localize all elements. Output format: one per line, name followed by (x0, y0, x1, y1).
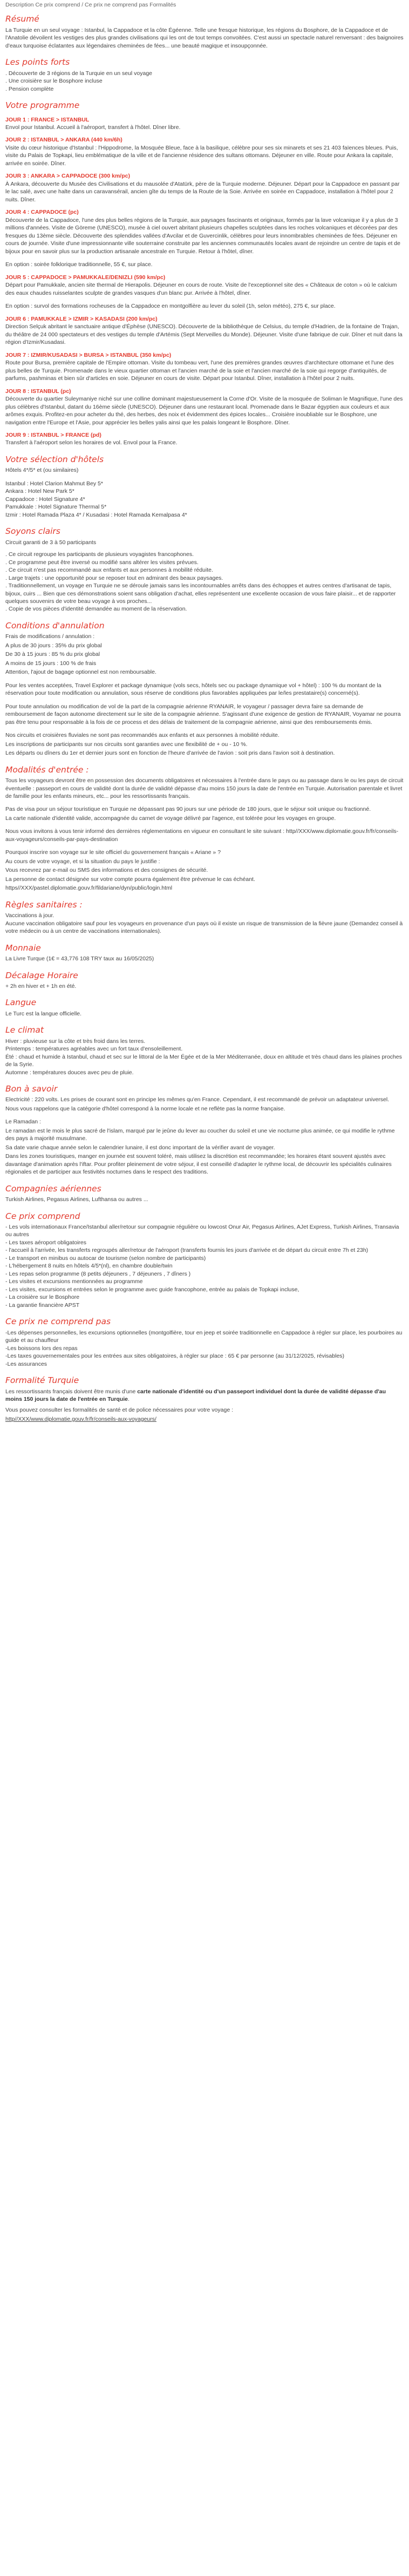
ne-comprend-item: -Les boissons lors des repas (5, 1345, 78, 1352)
section-title-resume: Résumé (5, 14, 39, 24)
section-title-formalites: Modalités d'entrée : (5, 764, 89, 775)
spacer (5, 677, 404, 682)
conditions-line: Frais de modifications / annulation : (5, 633, 95, 640)
section-title-programme: Votre programme (5, 100, 80, 111)
day-title: JOUR 8 : ISTANBUL (pc) (5, 388, 71, 395)
formalites-blocks (5, 777, 404, 892)
comprend-item: - Les visites, excursions et entrées selon le programme avec guide francophone, entrée au palais de Topkapi incluse, (5, 1286, 299, 1293)
formalites-line: Nous vous invitons à vous tenir informé des dernières réglementations en vigueur en consultant le site suivant : http//XXX/www.diplomatie.gouv.fr/fr/conseils-aux-voyageurs/conseils-par-pays-destination (5, 828, 399, 843)
section-title-comprend: Ce prix comprend (5, 1211, 80, 1221)
section-title-formalite-turquie: Formalité Turquie (5, 1375, 79, 1386)
spacer (5, 256, 404, 261)
climat-line: Été : chaud et humide à Istanbul, chaud et sec sur le littoral de la Mer Égée et de la Mer Méditerranée, doux en altitude et très chaud dans les plaines proches de la Syrie. (5, 1053, 402, 1068)
formalites-line: Tous les voyageurs devront être en possession des documents obligatoires et nécessaires à l'entrée dans le pays ou au passage dans le ou les pays de circuit éventuelle : passeport en cours de validité dont la durée de validité dépasse d'au moins 150 jours la date de l'entrée en Turquie. Autorisation parentale et livret de famille pour les enfants mineurs, etc... pour les ressortissants français. (5, 777, 404, 799)
spacer (5, 801, 404, 805)
bon-savoir-line: Sa date varie chaque année selon le calendrier lunaire, il est donc important de la vérifier avant de voyager. (5, 1144, 275, 1151)
comprend-item: - L'hébergement 8 nuits en hôtels 4/5*(nl), en chambre double/twin (5, 1263, 173, 1270)
section-title-conditions: Conditions d'annulation (5, 620, 105, 631)
soyons-clairs-list (5, 539, 404, 613)
soyons-clairs-line: . Ce programme peut être inversé ou modifié sans altérer les visites prévues. (5, 559, 199, 566)
bon-savoir-blocks (5, 1096, 404, 1176)
section-title-bon-savoir: Bon à savoir (5, 1084, 58, 1094)
formalite-turquie-text (5, 1388, 404, 1404)
day-title: JOUR 5 : CAPPADOCE > PAMUKKALE/DENIZLI (590 km/pc) (5, 274, 166, 281)
conditions-line: Pour toute annulation ou modification de vol de la part de la compagnie aérienne RYANAIR, le voyageur / passager devra faire sa demande de remboursement de façon autonome directement sur le site de la compagnie aérienne. S'agissant d'une exigence de gestion de RYANAIR, Voyamar ne pourra pas être tenu pour responsable à la fois de ce process et des délais de traitement de la compagnie aérienne, ainsi que des remboursements émis. (5, 703, 401, 726)
day-title: JOUR 6 : PAMUKKALE > IZMIR > KASADASI (200 km/pc) (5, 315, 158, 322)
conditions-line: Attention, l'ajout de bagage optionnel est non remboursable. (5, 669, 156, 676)
spacer (5, 1114, 404, 1118)
conditions-line: Les inscriptions de participants sur nos circuits sont garanties avec une flexibilité de + ou - 10 %. (5, 741, 248, 748)
day-title: JOUR 2 : ISTANBUL > ANKARA (440 km/6h) (5, 137, 122, 144)
diplomatie-link[interactable]: http//XXX/www.diplomatie.gouv.fr/fr/conseils-aux-voyageurs/ (5, 1415, 156, 1422)
bon-savoir-line: Le Ramadan : (5, 1118, 41, 1126)
bon-savoir-line: Nous vous rappelons que la catégorie d'hôtel correspond à la norme locale et ne reflète pas la norme française. (5, 1105, 285, 1112)
day-paragraph: À Ankara, découverte du Musée des Civilisations et du mausolée d'Atatürk, père de la Turquie moderne. Déjeuner. Départ pour la Cappadoce en passant par le lac salé, avec une halte dans un caravansérail, ancien gîte du temps de la Route de la Soie. Arrivée en soirée en Cappadoce, installation à l'hôtel pour 2 nuits. Dîner. (5, 180, 400, 203)
section-title-compagnies: Compagnies aériennes (5, 1183, 101, 1194)
section-title-monnaie: Monnaie (5, 943, 41, 953)
comprend-item: - La croisière sur le Bosphore (5, 1294, 80, 1301)
spacer (5, 546, 404, 551)
monnaie-text: La Livre Turque (1€ = 43,776 108 TRY taux au 16/05/2025) (5, 955, 154, 962)
section-title-langue: Langue (5, 998, 37, 1008)
day-paragraph: En option : soirée folklorique traditionnelle, 55 €, sur place. (5, 261, 153, 268)
hotel-item: Cappadoce : Hotel Signature 4* (5, 496, 85, 503)
conditions-line: Les départs ou dîners du 1er et dernier jours sont en fonction de l'heure d'arrivée de l'avion : soit pris dans l'avion soit à destination. (5, 750, 335, 757)
day-paragraph: Route pour Bursa, première capitale de l'Empire ottoman. Visite du tombeau vert, l'une des premières grandes œuvres d'architecture ottomane et l'une des plus belles de Turquie. Promenade dans le vieux quartier ottoman et l'ancien marché de la soie et l'ancien marché de la soie qui regorge d'antiquités, de parfums, pashminas et bien sûr d'articles en soie. Déjeuner en cours de visite. Départ pour Istanbul. Dîner, installation à l'hôtel pour 2 nuits. (5, 360, 394, 382)
day-paragraph: Découverte de la Cappadoce, l'une des plus belles régions de la Turquie, aux paysages fascinants et originaux, formés par la lave volcanique il y a plus de 3 millions d'années. Visite de Göreme (UNESCO), musée à ciel ouvert abritant plusieurs chapelles sculptées dans les roches volcaniques et décorées par des fresques du 13ème siècle. Découverte des splendides vallées d'Avcilar et de Guvercinlik, célèbres pour leurs innombrables cheminées de fées. Déjeuner en cours de journée. Visite d'une impressionnante ville souterraine construite par les anciennes communautés locales avant de rejoindre un centre de tapis et de bijoux pour en savoir plus sur la production artisanale ancestrale en Turquie. Retour à l'hôtel, dîner. (5, 216, 400, 255)
points-forts-list (5, 70, 404, 93)
climat-line: Hiver : pluvieuse sur la côte et très froid dans les terres. (5, 1038, 146, 1045)
spacer (5, 699, 404, 703)
day-paragraph: Direction Selçuk abritant le sanctuaire antique d'Éphèse (UNESCO). Découverte de la bibliothèque de Celsius, du temple d'Hadrien, de la fontaine de Trajan, du théâtre de 24 000 spectateurs et des vestiges du temple d'Artémis (Sept Merveilles du Monde). Déjeuner. Visite d'une fabrique de cuir. Dîner et nuit dans la région d'Izmir/Kusadasi. (5, 323, 403, 346)
hotel-item: Istanbul : Hotel Clarion Mahmut Bey 5* (5, 480, 103, 487)
formalites-line: La carte nationale d'identité valide, accompagnée du carnet de voyage délivré par l'agence, est tolérée pour les voyages en groupe. (5, 815, 336, 822)
soyons-clairs-line: Circuit garanti de 3 à 50 participants (5, 539, 97, 546)
formalites-line: https//XXX/pastel.diplomatie.gouv.fr/fildariane/dyn/public/login.html (5, 885, 173, 892)
comprend-item: - Les vols internationaux France/Istanbul aller/retour sur compagnie régulière ou lowcost Onur Air, Pegasus Airlines, AJet Express, Turkish Airlines, Transavia ou autres (5, 1224, 399, 1238)
day-title: JOUR 3 : ANKARA > CAPPADOCE (300 km/pc) (5, 173, 130, 180)
soyons-clairs-line: . Traditionnellement, un voyage en Turquie ne se déroule jamais sans les incontournables arrêts dans des échoppes et autres centres d'artisanat de tapis, bijoux, cuirs ... Bien que ces démonstrations soient sans obligation d'achat, elles représentent une excellente occasion de vous faire plaisir... et de rapporter quelques souvenirs de votre beau voyage à vos proches... (5, 582, 396, 605)
comprend-item: - Les taxes aéroport obligatoires (5, 1239, 86, 1246)
ne-comprend-item: -Les taxes gouvernementales pour les entrées aux sites obligatoires, à régler sur place : 65 € par personne (au 31/12/2025, révisables) (5, 1353, 345, 1360)
bon-savoir-line: Electricité : 220 volts. Les prises de courant sont en principe les mêmes qu'en France. Cependant, il est recommandé de prévoir un adaptateur universel. (5, 1096, 390, 1103)
day-paragraph: Transfert à l'aéroport selon les horaires de vol. Envol pour la France. (5, 439, 178, 446)
formalites-line: La personne de contact désignée sur votre compte pourra également être prévenue le cas échéant. (5, 876, 255, 883)
section-title-sanitaires: Règles sanitaires : (5, 899, 83, 910)
soyons-clairs-line: . Ce circuit regroupe les participants de plusieurs voyagistes francophones. (5, 551, 194, 558)
formalites-line: Au cours de votre voyage, et si la situation du pays le justifie : (5, 858, 160, 865)
langue-text: Le Turc est la langue officielle. (5, 1010, 82, 1017)
list-item: . Une croisière sur le Bosphore incluse (5, 78, 103, 85)
ne-comprend-list (5, 1329, 404, 1368)
day-paragraph: En option : survol des formations rocheuses de la Cappadoce en montgolfière au lever du soleil (1h, selon météo), 275 €, sur place. (5, 303, 336, 310)
spacer (5, 844, 404, 849)
climat-line: Printemps : températures agréables avec un fort taux d'ensoleillement. (5, 1046, 183, 1053)
ne-comprend-item: -Les assurances (5, 1360, 47, 1367)
spacer (5, 823, 404, 828)
section-title-points-forts: Les points forts (5, 57, 70, 67)
decalage-text: + 2h en hiver et + 1h en été. (5, 982, 77, 989)
day-title: JOUR 7 : IZMIR/KUSADASI > BURSA > ISTANBUL (350 km/pc) (5, 351, 172, 358)
day-paragraph: Découverte du quartier Suleymaniye niché sur une colline dominant majestueusement la Corne d'Or. Visite de la mosquée de Soliman le Magnifique, l'une des plus célèbres d'Istanbul, datant du 16ème siècle (UNESCO). Déjeuner dans une restaurant local. Promenade dans le Bazar égyptien aux couleurs et aux arômes exquis. Profitez-en pour acheter du thé, des herbes, des noix et évidemment des épices locales... Croisière inoubliable sur le Bosphore, une navigation entre l'Europe et l'Asie, pour apprécier les belles yalis ainsi que les palais longeant le Bosphore. Dîner. (5, 396, 403, 426)
climat-line: Automne : températures douces avec peu de pluie. (5, 1069, 134, 1076)
conditions-line: A plus de 30 jours : 35% du prix global (5, 642, 102, 649)
conditions-line: Nos circuits et croisières fluviales ne sont pas recommandés aux enfants et aux personnes à mobilité réduite. (5, 732, 280, 739)
hotels-list (5, 480, 404, 519)
programme-days (5, 116, 404, 447)
formalite-text-end: . (127, 1395, 129, 1402)
spacer (5, 727, 404, 731)
formalite-text-bold: carte nationale d'identité ou d'un passeport individuel dont la durée de validité dépasse d'au moins 150 jours la date de l'entrée en Turquie (5, 1388, 386, 1402)
day-title: JOUR 9 : ISTANBUL > FRANCE (pd) (5, 431, 101, 438)
section-title-decalage: Décalage Horaire (5, 970, 78, 980)
comprend-item: - La garantie financière APST (5, 1301, 80, 1309)
bon-savoir-line: Le ramadan est le mois le plus sacré de l'islam, marqué par le jeûne du lever au coucher du soleil et une vie nocturne plus animée, ce qui modifie le rythme des pays à majorité musulmane. (5, 1127, 395, 1142)
sanitaires-text (5, 912, 404, 935)
day-paragraph: Envol pour Istanbul. Accueil à l'aéroport, transfert à l'hôtel. Dîner libre. (5, 124, 181, 131)
bon-savoir-line: Dans les zones touristiques, manger en journée est souvent toléré, mais utilisez la discrétion est recommandée; les horaires étant souvent ajustés avec davantage d'animation après l'iftar. Pour profiter pleinement de votre séjour, il est conseillé d'adapter le rythme local, de découvrir les spécialités culinaires régionales et de participer aux festivités nocturnes dans le respect des traditions. (5, 1153, 392, 1176)
conditions-line: Pour les ventes acceptées, Travel Explorer et package dynamique (vols secs, hôtels sec ou package dynamique vol + hôtel) : 100 % du montant de la réservation pour toute modification ou annulation, sous réserve de conditions plus favorables appliquées par le/les prestataire(s) concerné(s). (5, 682, 381, 697)
spacer (5, 298, 404, 302)
comprend-list (5, 1223, 404, 1309)
compagnies-text: Turkish Airlines, Pegasus Airlines, Lufthansa ou autres ... (5, 1196, 148, 1203)
section-title-ne-comprend: Ce prix ne comprend pas (5, 1317, 111, 1327)
formalites-line: Pas de visa pour un séjour touristique en Turquie ne dépassant pas 90 jours sur une période de 180 jours, que le séjour soit unique ou fractionné. (5, 806, 371, 813)
comprend-item: - l'accueil à l'arrivée, les transferts regroupés aller/retour de l'aéroport (transferts fournis les jours d'arrivée et de départ du circuit entre 7h et 23h) (5, 1247, 369, 1254)
conditions-blocks (5, 633, 404, 757)
day-title: JOUR 4 : CAPPADOCE (pc) (5, 209, 79, 216)
day-title: JOUR 1 : FRANCE > ISTANBUL (5, 116, 90, 123)
formalites-line: Pourquoi inscrire son voyage sur le site officiel du gouvernement français « Ariane » ? (5, 849, 221, 856)
comprend-item: - Les visites et excursions mentionnées au programme (5, 1278, 143, 1285)
hotel-item: Pamukkale : Hotel Signature Thermal 5* (5, 504, 107, 511)
hotels-intro: Hôtels 4*/5* et (ou similaires) (5, 467, 79, 474)
soyons-clairs-line: . Copie de vos pièces d'identité demandée au moment de la réservation. (5, 606, 187, 613)
resume-text: La Turquie en un seul voyage : Istanbul, la Cappadoce et la côte Égéenne. Telle une fresque historique, les régions du Bosphore, de la Cappadoce et de l'Anatolie dévoilent les vestiges des plus grandes civilisations qui les ont de tout temps convoitées. C'est aussi un spectacle naturel renversant : des baignoires d'eaux turquoise éclatantes aux légendaires cheminées de fées... une beauté magique et insoupçonnée. (5, 26, 404, 49)
description-line: Description Ce prix comprend / Ce prix ne comprend pas Formalités (5, 2, 176, 8)
hotel-item: Ankara : Hotel New Park 5* (5, 488, 74, 495)
formalites-line: Vous recevrez par e-mail ou SMS des informations et des consignes de sécurité. (5, 867, 208, 874)
sanitaires-line: Vaccinations à jour. (5, 912, 54, 919)
section-title-hotels: Votre sélection d'hôtels (5, 454, 104, 464)
formalite-consult: Vous pouvez consulter les formalités de santé et de police nécessaires pour votre voyage : (5, 1407, 233, 1414)
soyons-clairs-line: . Large trajets : une opportunité pour se reposer tout en admirant des beaux paysages. (5, 574, 223, 581)
sanitaires-line: Aucune vaccination obligatoire sauf pour les voyageurs en provenance d'un pays où il existe un risque de transmission de la fièvre jaune (Demandez conseil à votre médecin ou à un centre de vaccinations internationales). (5, 920, 403, 935)
conditions-line: De 30 à 15 jours : 85 % du prix global (5, 651, 100, 658)
section-title-soyons-clairs: Soyons clairs (5, 526, 60, 537)
formalite-text-start: Les ressortissants français doivent être munis d'une (5, 1388, 138, 1395)
comprend-item: - Le transport en minibus ou autocar de tourisme (selon nombre de participants) (5, 1255, 206, 1262)
day-paragraph: Visite du cœur historique d'Istanbul : l'Hippodrome, la Mosquée Bleue, face à la basilique, célèbre pour ses six minarets et ses 21 403 faïences bleues. Puis, visite du Palais de Topkapi, lieu emblématique de la ville et de l'ancienne résidence des sultans ottomans. Déjeuner en ville. Route pour Ankara la capitale, arrivée en soirée. Dîner. (5, 144, 398, 167)
soyons-clairs-line: . Ce circuit n'est pas recommandé aux enfants et aux personnes à mobilité réduite. (5, 567, 213, 574)
comprend-item: - Les repas selon programme (8 petits déjeuners , 7 déjeuners , 7 dîners ) (5, 1270, 191, 1277)
conditions-line: A moins de 15 jours : 100 % de frais (5, 660, 97, 667)
hotel-item: Izmir : Hotel Ramada Plaza 4* / Kusadasi : Hotel Ramada Kemalpasa 4* (5, 511, 187, 518)
list-item: . Découverte de 3 régions de la Turquie en un seul voyage (5, 70, 153, 77)
list-item: . Pension complète (5, 85, 54, 92)
section-title-climat: Le climat (5, 1025, 44, 1035)
day-paragraph: Départ pour Pamukkale, ancien site thermal de Hierapolis. Déjeuner en cours de route. Visite de l'exceptionnel site des « Châteaux de coton » où le calcium des eaux chaudes ruisselantes sculpte de grandes vasques d'un blanc pur. Arrivée à l'hôtel, dîner. (5, 282, 397, 296)
ne-comprend-item: -Les dépenses personnelles, les excursions optionnelles (montgolfière, tour en jeep et soirée traditionnelle en Cappadoce à régler sur place, les pourboires au guide et au chauffeur (5, 1329, 403, 1344)
climat-list (5, 1038, 404, 1076)
